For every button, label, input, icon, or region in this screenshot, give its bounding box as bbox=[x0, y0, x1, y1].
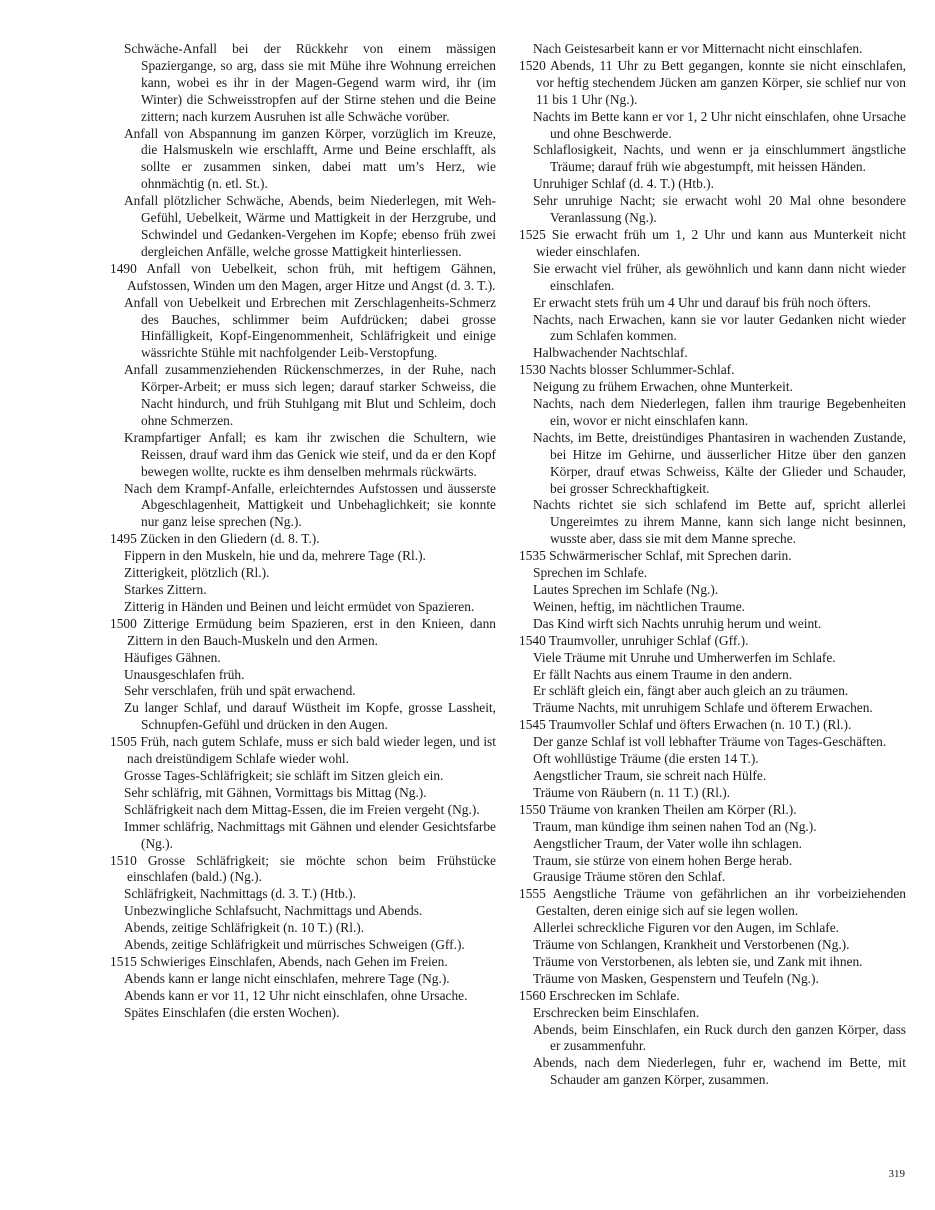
symptom-entry bbox=[519, 768, 906, 785]
entry-number: 1525 bbox=[519, 226, 546, 242]
entry-text: Zitterigkeit, plötzlich (Rl.). bbox=[124, 565, 270, 581]
symptom-entry bbox=[519, 633, 906, 650]
symptom-entry bbox=[110, 1005, 496, 1022]
entry-text: Träume von Schlangen, Krankheit und Verstorbenen (Ng.). bbox=[533, 937, 850, 953]
entry-text: Anfall zusammenziehenden Rückenschmerzes, in der Ruhe, nach Körper-Arbeit; er muss sich legen; darauf starker Schweiss, die Nacht hindurch, und früh Stuhlgang mit Blut und Schleim, doch ohne Schmerzen. bbox=[124, 362, 496, 428]
symptom-entry bbox=[519, 886, 906, 920]
entry-number: 1490 bbox=[110, 260, 137, 276]
symptom-entry bbox=[519, 853, 906, 870]
entry-text: Aengstlicher Traum, der Vater wolle ihn schlagen. bbox=[533, 835, 802, 851]
symptom-entry bbox=[519, 109, 906, 143]
symptom-entry bbox=[110, 362, 496, 430]
entry-text: Zitterig in Händen und Beinen und leicht ermüdet von Spazieren. bbox=[124, 598, 475, 614]
symptom-entry bbox=[519, 937, 906, 954]
page-number: 319 bbox=[888, 1168, 905, 1180]
entry-text: Er schläft gleich ein, fängt aber auch gleich an zu träumen. bbox=[533, 683, 849, 699]
entry-text: Träume Nachts, mit unruhigem Schlafe und öfterem Erwachen. bbox=[533, 700, 873, 716]
symptom-entry bbox=[519, 379, 906, 396]
symptom-entry bbox=[110, 667, 496, 684]
symptom-entry bbox=[519, 988, 906, 1005]
symptom-entry bbox=[519, 1005, 906, 1022]
symptom-entry bbox=[519, 954, 906, 971]
symptom-entry bbox=[519, 1022, 906, 1056]
entry-number: 1500 bbox=[110, 615, 137, 631]
entry-text: Abends, 11 Uhr zu Bett gegangen, konnte sie nicht einschlafen, vor heftig stechendem Jücken am ganzen Körper, sie schlief nur von 11 bis 1 Uhr (Ng.). bbox=[536, 57, 906, 107]
entry-text: Anfall von Abspannung im ganzen Körper, vorzüglich im Kreuze, die Halsmuskeln wie erschlafft, Arme und Beine erschlafft, als sollte er zusammen sinken, dabei matt um’s Herz, wie ohnmächtig (n. etl. St.). bbox=[124, 125, 496, 192]
symptom-entry bbox=[519, 683, 906, 700]
entry-text: Nachts blosser Schlummer-Schlaf. bbox=[549, 362, 735, 378]
entry-text: Immer schläfrig, Nachmittags mit Gähnen und elender Gesichtsfarbe (Ng.). bbox=[124, 818, 496, 851]
entry-text: Nachts im Bette kann er vor 1, 2 Uhr nicht einschlafen, ohne Ursache und ohne Beschwerde. bbox=[533, 108, 906, 141]
symptom-entry bbox=[110, 295, 496, 363]
entry-text: Allerlei schreckliche Figuren vor den Augen, im Schlafe. bbox=[533, 920, 840, 936]
entry-text: Krampfartiger Anfall; es kam ihr zwischen die Schultern, wie Reissen, drauf ward ihm das Genick wie steif, und da er den Kopf bewegen wollte, ruckte es ihm denselben mehrmals rückwärts. bbox=[124, 429, 496, 479]
entry-number: 1560 bbox=[519, 987, 546, 1003]
entry-text: Oft wohllüstige Träume (die ersten 14 T.). bbox=[533, 751, 759, 767]
entry-text: Lautes Sprechen im Schlafe (Ng.). bbox=[533, 582, 719, 597]
entry-text: Anfall von Uebelkeit, schon früh, mit heftigem Gähnen, Aufstossen, Winden um den Magen, arger Hitze und Angst (d. 3. T.). bbox=[127, 260, 497, 293]
entry-text: Er fällt Nachts aus einem Traume in den andern. bbox=[533, 666, 793, 682]
symptom-entry bbox=[519, 176, 906, 193]
entry-text: Anfall von Uebelkeit und Erbrechen mit Zerschlagenheits-Schmerz des Bauches, schlimmer beim Aufdrücken; dabei grosse Hinfälligkeit, Kopf-Eingenommenheit, Schläfrigkeit und einige wässrichte Stühle mit nachfolgender Leib-Verstopfung. bbox=[124, 294, 496, 361]
symptom-entry bbox=[110, 565, 496, 582]
left-column bbox=[110, 41, 496, 1022]
entry-text: Starkes Zittern. bbox=[124, 582, 207, 597]
entry-text: Abends, nach dem Niederlegen, fuhr er, wachend im Bette, mit Schauder am ganzen Körper, zusammen. bbox=[533, 1055, 906, 1088]
symptom-entry bbox=[110, 650, 496, 667]
entry-number: 1555 bbox=[519, 886, 546, 902]
entry-number: 1530 bbox=[519, 362, 546, 378]
entry-text: Unruhiger Schlaf (d. 4. T.) (Htb.). bbox=[533, 176, 714, 192]
entry-text: Sehr verschlafen, früh und spät erwachend. bbox=[124, 683, 356, 699]
entry-text: Unbezwingliche Schlafsucht, Nachmittags und Abends. bbox=[124, 903, 423, 919]
symptom-entry bbox=[519, 819, 906, 836]
symptom-entry bbox=[519, 785, 906, 802]
entry-text: Grosse Tages-Schläfrigkeit; sie schläft im Sitzen gleich ein. bbox=[124, 767, 444, 783]
entry-text: Nachts, nach Erwachen, kann sie vor lauter Gedanken nicht wieder zum Schlafen kommen. bbox=[533, 311, 906, 344]
symptom-entry bbox=[519, 396, 906, 430]
symptom-entry bbox=[519, 582, 906, 599]
entry-text: Abends kann er vor 11, 12 Uhr nicht einschlafen, ohne Ursache. bbox=[124, 987, 468, 1003]
entry-text: Häufiges Gähnen. bbox=[124, 649, 221, 665]
symptom-entry bbox=[110, 819, 496, 853]
symptom-entry bbox=[110, 954, 496, 971]
symptom-entry bbox=[110, 700, 496, 734]
entry-text: Neigung zu frühem Erwachen, ohne Munterkeit. bbox=[533, 379, 793, 395]
symptom-entry bbox=[110, 886, 496, 903]
entry-text: Sprechen im Schlafe. bbox=[533, 565, 648, 581]
entry-text: Sie erwacht früh um 1, 2 Uhr und kann aus Munterkeit nicht wieder einschlafen. bbox=[536, 226, 906, 259]
symptom-entry bbox=[519, 667, 906, 684]
entry-text: Erschrecken im Schlafe. bbox=[549, 987, 680, 1003]
symptom-entry bbox=[519, 295, 906, 312]
symptom-entry bbox=[110, 481, 496, 532]
entry-number: 1545 bbox=[519, 717, 546, 733]
symptom-entry bbox=[519, 548, 906, 565]
symptom-entry bbox=[519, 836, 906, 853]
symptom-entry bbox=[519, 616, 906, 633]
entry-text: Schläfrigkeit nach dem Mittag-Essen, die im Freien vergeht (Ng.). bbox=[124, 801, 480, 817]
entry-text: Abends, beim Einschlafen, ein Ruck durch den ganzen Körper, dass er zusammenfuhr. bbox=[533, 1021, 906, 1054]
entry-text: Abends, zeitige Schläfrigkeit (n. 10 T.) (Rl.). bbox=[124, 920, 365, 936]
symptom-entry bbox=[519, 261, 906, 295]
entry-text: Nach Geistesarbeit kann er vor Mitternacht nicht einschlafen. bbox=[533, 41, 863, 56]
symptom-entry bbox=[110, 785, 496, 802]
entry-text: Traumvoller, unruhiger Schlaf (Gff.). bbox=[548, 632, 749, 648]
entry-text: Zitterige Ermüdung beim Spazieren, erst in den Knieen, dann Zittern in den Bauch-Muskeln und den Armen. bbox=[127, 615, 496, 648]
symptom-entry bbox=[110, 582, 496, 599]
entry-text: Aengstliche Träume von gefährlichen an ihr vorbeiziehenden Gestalten, deren einige sich auf sie legen wollen. bbox=[536, 886, 906, 919]
symptom-entry bbox=[110, 734, 496, 768]
entry-text: Nachts richtet sie sich schlafend im Bette auf, spricht allerlei Ungereimtes zu ihrem Manne, kann sich lange nicht besinnen, wusste aber, dass sie mit dem Manne spreche. bbox=[533, 497, 906, 547]
symptom-entry bbox=[110, 971, 496, 988]
entry-number: 1510 bbox=[110, 852, 137, 868]
symptom-entry bbox=[110, 126, 496, 194]
entry-text: Weinen, heftig, im nächtlichen Traume. bbox=[533, 598, 746, 614]
symptom-entry bbox=[519, 565, 906, 582]
symptom-entry bbox=[519, 802, 906, 819]
symptom-entry bbox=[110, 531, 496, 548]
symptom-entry bbox=[519, 41, 906, 58]
symptom-entry bbox=[110, 616, 496, 650]
entry-text: Früh, nach gutem Schlafe, muss er sich bald wieder legen, und ist nach dreistündigem Schlafe wieder wohl. bbox=[127, 734, 496, 767]
symptom-entry bbox=[110, 988, 496, 1005]
entry-text: Erschrecken beim Einschlafen. bbox=[533, 1004, 700, 1020]
entry-text: Viele Träume mit Unruhe und Umherwerfen im Schlafe. bbox=[533, 649, 836, 665]
symptom-entry bbox=[519, 58, 906, 109]
entry-text: Nachts, nach dem Niederlegen, fallen ihm traurige Begebenheiten ein, wovor er nicht einschlafen kann. bbox=[533, 396, 906, 428]
symptom-entry bbox=[110, 548, 496, 565]
entry-text: Abends, zeitige Schläfrigkeit und mürrisches Schweigen (Gff.). bbox=[124, 937, 465, 953]
symptom-entry bbox=[519, 193, 906, 227]
entry-text: Schwärmerischer Schlaf, mit Sprechen darin. bbox=[549, 548, 792, 564]
entry-text: Schlaflosigkeit, Nachts, und wenn er ja einschlummert ängstliche Träume; darauf früh wie abgestumpft, mit heissen Händen. bbox=[533, 142, 906, 175]
entry-number: 1535 bbox=[519, 548, 546, 564]
symptom-entry bbox=[110, 261, 496, 295]
entry-text: Zu langer Schlaf, und darauf Wüstheit im Kopfe, grosse Lassheit, Schnupfen-Gefühl und drücken in den Augen. bbox=[124, 700, 496, 733]
symptom-entry bbox=[519, 700, 906, 717]
entry-text: Abends kann er lange nicht einschlafen, mehrere Tage (Ng.). bbox=[124, 970, 450, 986]
entry-text: Unausgeschlafen früh. bbox=[124, 666, 245, 682]
symptom-entry bbox=[110, 41, 496, 126]
entry-text: Grausige Träume stören den Schlaf. bbox=[533, 869, 726, 885]
symptom-entry bbox=[519, 717, 906, 734]
symptom-entry bbox=[110, 903, 496, 920]
entry-text: Traum, sie stürze von einem hohen Berge herab. bbox=[533, 852, 793, 868]
symptom-entry bbox=[519, 734, 906, 751]
entry-text: Das Kind wirft sich Nachts unruhig herum und weint. bbox=[533, 615, 822, 631]
symptom-entry bbox=[110, 802, 496, 819]
entry-text: Träume von Verstorbenen, als lebten sie, und Zank mit ihnen. bbox=[533, 953, 863, 969]
symptom-entry bbox=[519, 227, 906, 261]
entry-number: 1540 bbox=[519, 632, 546, 648]
entry-text: Sehr unruhige Nacht; sie erwacht wohl 20 Mal ohne besondere Veranlassung (Ng.). bbox=[533, 193, 906, 226]
entry-text: Traumvoller Schlaf und öfters Erwachen (n. 10 T.) (Rl.). bbox=[548, 717, 852, 733]
entry-text: Sie erwacht viel früher, als gewöhnlich und kann dann nicht wieder einschlafen. bbox=[533, 260, 906, 293]
entry-text: Schwieriges Einschlafen, Abends, nach Gehen im Freien. bbox=[140, 953, 448, 969]
entry-number: 1495 bbox=[110, 531, 137, 547]
symptom-entry bbox=[110, 853, 496, 887]
entry-text: Anfall plötzlicher Schwäche, Abends, beim Niederlegen, mit Weh-Gefühl, Uebelkeit, Wärme und Mattigkeit in der Herzgrube, und Schwindel und Gedanken-Vergehen im Kopfe; ebenso früh zwei dergleichen Anfälle, welche grosse Mattigkeit hinterliessen. bbox=[124, 193, 496, 259]
entry-text: Der ganze Schlaf ist voll lebhafter Träume von Tages-Geschäften. bbox=[533, 734, 887, 750]
entry-text: Halbwachender Nachtschlaf. bbox=[533, 345, 688, 361]
symptom-entry bbox=[110, 430, 496, 481]
entry-text: Träume von Masken, Gespenstern und Teufeln (Ng.). bbox=[533, 970, 819, 986]
symptom-entry bbox=[519, 869, 906, 886]
entry-text: Grosse Schläfrigkeit; sie möchte schon beim Frühstücke einschlafen (bald.) (Ng.). bbox=[127, 852, 496, 885]
right-column bbox=[519, 41, 906, 1089]
entry-text: Nach dem Krampf-Anfalle, erleichterndes Aufstossen und äusserste Abgeschlagenheit, Mattigkeit und Unbehaglichkeit; sie konnte nur ganz leise sprechen (Ng.). bbox=[124, 480, 496, 530]
entry-number: 1505 bbox=[110, 734, 137, 750]
entry-text: Sehr schläfrig, mit Gähnen, Vormittags bis Mittag (Ng.). bbox=[124, 784, 427, 800]
entry-text: Aengstlicher Traum, sie schreit nach Hülfe. bbox=[533, 767, 767, 783]
symptom-entry bbox=[519, 142, 906, 176]
symptom-entry bbox=[519, 430, 906, 498]
symptom-entry bbox=[519, 312, 906, 346]
entry-text: Spätes Einschlafen (die ersten Wochen). bbox=[124, 1004, 340, 1020]
symptom-entry bbox=[519, 1055, 906, 1089]
symptom-entry bbox=[110, 193, 496, 261]
symptom-entry bbox=[110, 768, 496, 785]
symptom-entry bbox=[519, 362, 906, 379]
entry-text: Träume von kranken Theilen am Körper (Rl.). bbox=[548, 801, 797, 817]
symptom-entry bbox=[519, 971, 906, 988]
symptom-entry bbox=[519, 599, 906, 616]
entry-text: Träume von Räubern (n. 11 T.) (Rl.). bbox=[533, 784, 731, 800]
symptom-entry bbox=[110, 599, 496, 616]
entry-text: Fippern in den Muskeln, hie und da, mehrere Tage (Rl.). bbox=[124, 548, 426, 564]
entry-text: Er erwacht stets früh um 4 Uhr und darauf bis früh noch öfters. bbox=[533, 294, 872, 310]
symptom-entry bbox=[519, 751, 906, 768]
entry-text: Traum, man kündige ihm seinen nahen Tod an (Ng.). bbox=[533, 818, 817, 834]
symptom-entry bbox=[110, 683, 496, 700]
entry-text: Schwäche-Anfall bei der Rückkehr von einem mässigen Spaziergange, so arg, dass sie mit Mühe ihre Wohnung erreichen kann, wobei es ihr in der Magen-Gegend warm wird, ihr (im Winter) die Schweisstropfen auf der Stirne stehen und die Beine zittern; nach kurzem Ausruhen ist alle Schwäche vorüber. bbox=[124, 41, 496, 124]
symptom-entry bbox=[519, 920, 906, 937]
entry-number: 1550 bbox=[519, 801, 546, 817]
entry-number: 1520 bbox=[519, 57, 546, 73]
symptom-entry bbox=[519, 650, 906, 667]
entry-text: Nachts, im Bette, dreistündiges Phantasiren in wachenden Zustande, bei Hitze im Gehirne, und äusserlicher Hitze über den ganzen Körper, drauf etwas Schweiss, Kälte der Glieder und Schauder, bei grosser Schreckhaftigkeit. bbox=[533, 429, 906, 496]
entry-number: 1515 bbox=[110, 953, 137, 969]
symptom-entry bbox=[519, 345, 906, 362]
entry-text: Zücken in den Gliedern (d. 8. T.). bbox=[140, 531, 320, 547]
symptom-entry bbox=[519, 497, 906, 548]
symptom-entry bbox=[110, 920, 496, 937]
entry-text: Schläfrigkeit, Nachmittags (d. 3. T.) (Htb.). bbox=[124, 886, 356, 902]
symptom-entry bbox=[110, 937, 496, 954]
